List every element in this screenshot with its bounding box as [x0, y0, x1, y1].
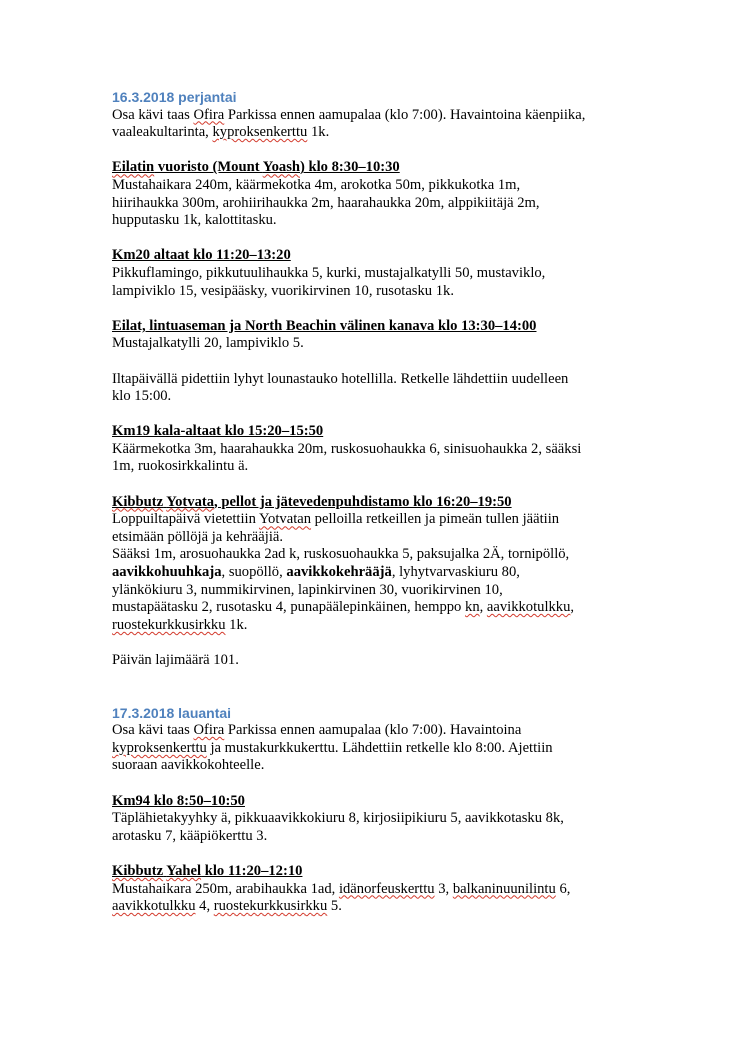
- species-highlight: aavikkokehrääjä: [286, 564, 392, 581]
- spellcheck-word: Yotvata: [166, 493, 215, 510]
- day-heading: 16.3.2018 perjantai: [112, 89, 237, 105]
- report-section: [112, 423, 632, 476]
- spellcheck-word: Kibbutz: [112, 493, 164, 510]
- section-title: Kibbutz Yahel klo 11:20–12:10: [112, 862, 303, 879]
- spellcheck-word: kyproksenkerttu: [212, 124, 308, 141]
- report-section: [112, 494, 632, 635]
- day-entry-2: [112, 705, 632, 916]
- section-body: Loppuiltapäivä vietettiin Yotvatan pelloilla retkeillen ja pimeän tullen jäätiin etsimään pöllöjä ja kehrääjiä. Sääksi 1m, arosuohaukka 2ad k, ruskosuohaukka 5, paksujalka 2Ä, tornipöllö, aavikkohuuhkaja, suopöllö, aavikkokehrääjä, lyhytvarvaskiuru 80, ylänkökiuru 3, nummikirvinen, lapinkirvinen 30, vuorikirvinen 10, mustapäätasku 2, rusotasku 4, punapäälepinkäinen, hemppo kn, aavikkotulkku, ruostekurkkusirkku 1k.: [112, 511, 575, 633]
- section-title: Km20 altaat klo 11:20–13:20: [112, 247, 291, 264]
- spacer: [112, 300, 632, 318]
- section-title: Km94 klo 8:50–10:50: [112, 792, 245, 809]
- spacer: [112, 476, 632, 494]
- report-section: [112, 159, 632, 229]
- report-section: [112, 863, 632, 916]
- spellcheck-word: balkaninuunilintu: [452, 880, 556, 897]
- day-intro: Osa kävi taas Ofira Parkissa ennen aamupalaa (klo 7:00). Havaintoina kyproksenkerttu ja mustakurkkukerttu. Lähdettiin retkelle klo 8:00. Ajettiin suoraan aavikkokohteelle.: [112, 722, 553, 774]
- section-title: Eilat, lintuaseman ja North Beachin välinen kanava klo 13:30–14:00: [112, 317, 537, 334]
- report-section: [112, 793, 632, 846]
- section-body: Täplähietakyyhky ä, pikkuaavikkokiuru 8, kirjosiipikiuru 5, aavikkotasku 8k, arotasku 7, kääpiökerttu 3.: [112, 810, 564, 844]
- spacer: [112, 406, 632, 424]
- spellcheck-word: idänorfeuskerttu: [338, 880, 435, 897]
- spellcheck-word: Ofira: [193, 106, 225, 123]
- section-title: Eilatin vuoristo (Mount Yoash) klo 8:30–10:30: [112, 159, 400, 176]
- spellcheck-word: aavikkotulkku: [486, 599, 571, 616]
- document-page: [112, 89, 632, 916]
- section-body: Pikkuflamingo, pikkutuulihaukka 5, kurki, mustajalkatylli 50, mustaviklo, lampiviklo 15, vesipääsky, vuorikirvinen 10, rusotasku 1k.: [112, 264, 546, 299]
- section-title: Km19 kala-altaat klo 15:20–15:50: [112, 423, 324, 440]
- spellcheck-word: ruostekurkkusirkku: [112, 616, 226, 633]
- report-section: [112, 247, 632, 300]
- spacer: [112, 230, 632, 248]
- day-sections: [112, 142, 632, 670]
- spellcheck-word: kyproksenkerttu: [112, 739, 207, 756]
- spellcheck-word: Yoash: [262, 159, 300, 176]
- spellcheck-word: Yotvatan: [258, 511, 312, 528]
- section-body: Iltapäivällä pidettiin lyhyt lounastauko hotellilla. Retkelle lähdettiin uudelleen klo 15:00.: [112, 370, 569, 405]
- spellcheck-word: aavikkotulkku: [112, 898, 196, 915]
- section-body: Käärmekotka 3m, haarahaukka 20m, ruskosuohaukka 6, sinisuohaukka 2, sääksi 1m, ruokosirkkalintu ä.: [112, 440, 582, 475]
- spacer: [112, 845, 632, 863]
- section-body: Päivän lajimäärä 101.: [112, 652, 239, 668]
- spellcheck-word: Yahel: [166, 862, 202, 879]
- day-heading: 17.3.2018 lauantai: [112, 704, 232, 721]
- spellcheck-word: ruostekurkkusirkku: [213, 898, 328, 915]
- species-highlight: aavikkohuuhkaja: [112, 564, 222, 581]
- spellcheck-word: Eilatin: [112, 159, 155, 176]
- section-body: Mustahaikara 240m, käärmekotka 4m, arokotka 50m, pikkukotka 1m, hiirihaukka 300m, arohiirihaukka 2m, haarahaukka 20m, alppikiitäjä 2m, hupputasku 1k, kalottitasku.: [112, 176, 540, 229]
- day-entry-1: [112, 89, 632, 670]
- report-section: [112, 652, 632, 670]
- spacer: [112, 775, 632, 793]
- section-body: Mustahaikara 250m, arabihaukka 1ad, idänorfeuskerttu 3, balkaninuunilintu 6, aavikkotulkku 4, ruostekurkkusirkku 5.: [112, 880, 571, 915]
- spacer: [112, 353, 632, 371]
- spellcheck-word: Kibbutz: [112, 862, 164, 879]
- section-title: Kibbutz Yotvata, pellot ja jätevedenpuhdistamo klo 16:20–19:50: [112, 493, 512, 510]
- report-section: [112, 371, 632, 406]
- day-sections: [112, 775, 632, 916]
- spacer: [112, 142, 632, 160]
- report-section: [112, 318, 632, 353]
- spacer: [112, 634, 632, 652]
- section-body: Mustajalkatylli 20, lampiviklo 5.: [112, 335, 304, 352]
- spellcheck-word: kn: [465, 599, 480, 616]
- day-intro: Osa kävi taas Ofira Parkissa ennen aamupalaa (klo 7:00). Havaintoina käenpiika, vaaleakultarinta, kyproksenkerttu 1k.: [112, 106, 586, 141]
- spacer: [112, 670, 632, 705]
- spellcheck-word: Ofira: [193, 722, 225, 739]
